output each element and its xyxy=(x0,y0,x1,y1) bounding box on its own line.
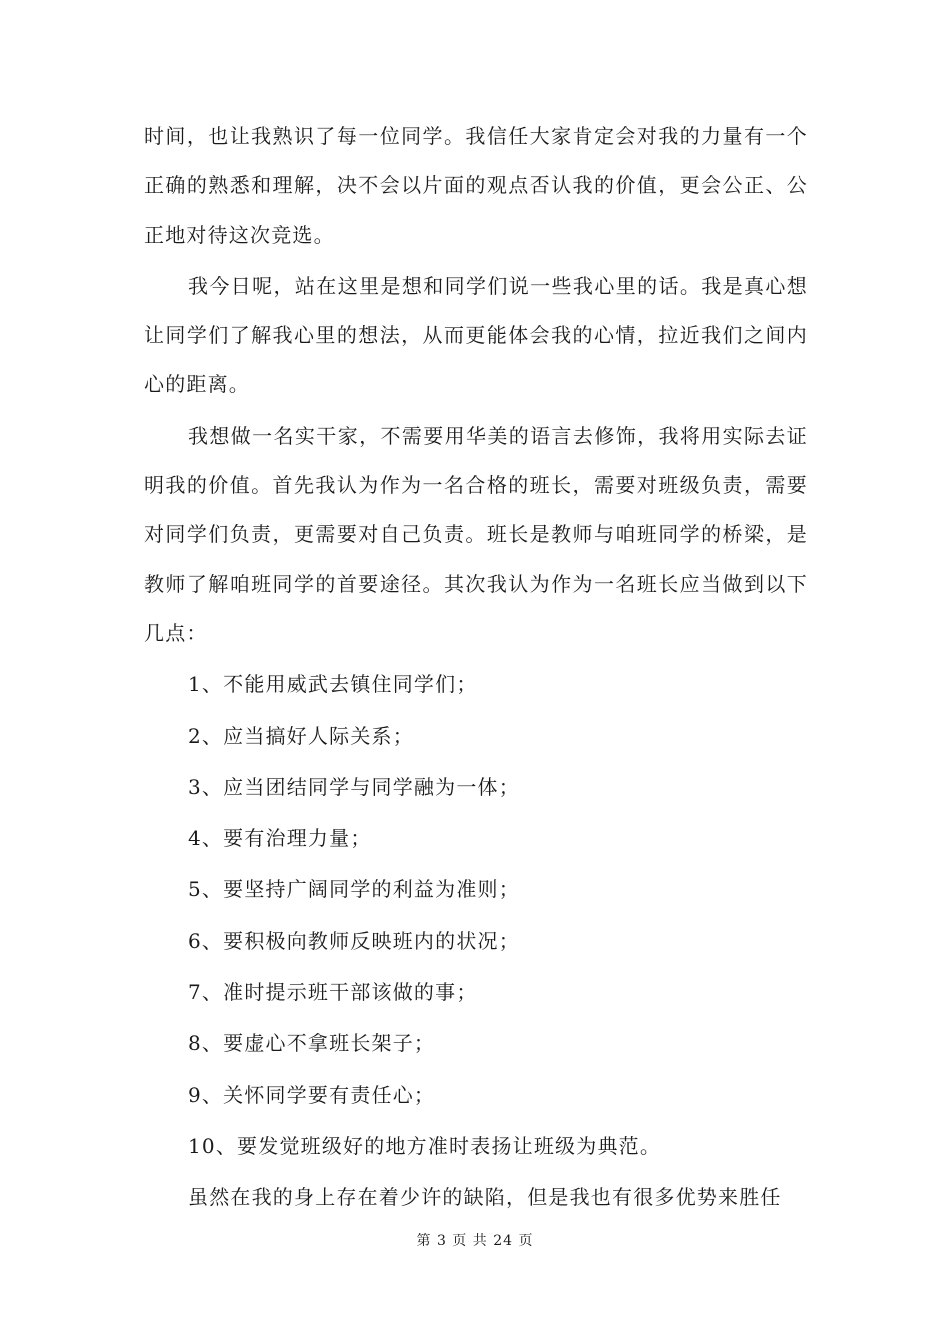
list-item: 7、准时提示班干部该做的事； xyxy=(188,980,478,1005)
paragraph-3: 我想做一名实干家，不需要用华美的语言去修饰，我将用实际去证明我的价值。首先我认为作为一名合格的班长，需要对班级负责，需要对同学们负责，更需要对自己负责。班长是教师与咱班同学的桥梁，是教师了解咱班同学的首要途径。其次我认为作为一名班长应当做到以下几点： xyxy=(144,423,808,645)
list-item: 10、要发觉班级好的地方准时表扬让班级为典范。 xyxy=(188,1133,662,1158)
list-item: 6、要积极向教师反映班内的状况； xyxy=(188,928,520,953)
duty-list xyxy=(144,660,808,1171)
list-item: 2、应当搞好人际关系； xyxy=(188,723,414,748)
closing-paragraph: 虽然在我的身上存在着少许的缺陷，但是我也有很多优势来胜任 xyxy=(188,1185,782,1210)
list-item: 3、应当团结同学与同学融为一体； xyxy=(188,774,520,799)
list-item: 8、要虚心不拿班长架子； xyxy=(188,1031,436,1056)
paragraph-2: 我今日呢，站在这里是想和同学们说一些我心里的话。我是真心想让同学们了解我心里的想法，从而更能体会我的心情，拉近我们之间内心的距离。 xyxy=(144,273,808,397)
list-item: 1、不能用威武去镇住同学们； xyxy=(188,672,478,697)
list-item: 9、关怀同学要有责任心； xyxy=(188,1082,436,1107)
list-item: 5、要坚持广阔同学的利益为准则； xyxy=(188,877,520,902)
list-item: 4、要有治理力量； xyxy=(188,826,372,851)
paragraph-1: 时间，也让我熟识了每一位同学。我信任大家肯定会对我的力量有一个正确的熟悉和理解，决不会以片面的观点否认我的价值，更会公正、公正地对待这次竞选。 xyxy=(144,124,808,247)
document-body xyxy=(144,112,808,1225)
page-number-footer: 第 3 页 共 24 页 xyxy=(416,1233,534,1249)
